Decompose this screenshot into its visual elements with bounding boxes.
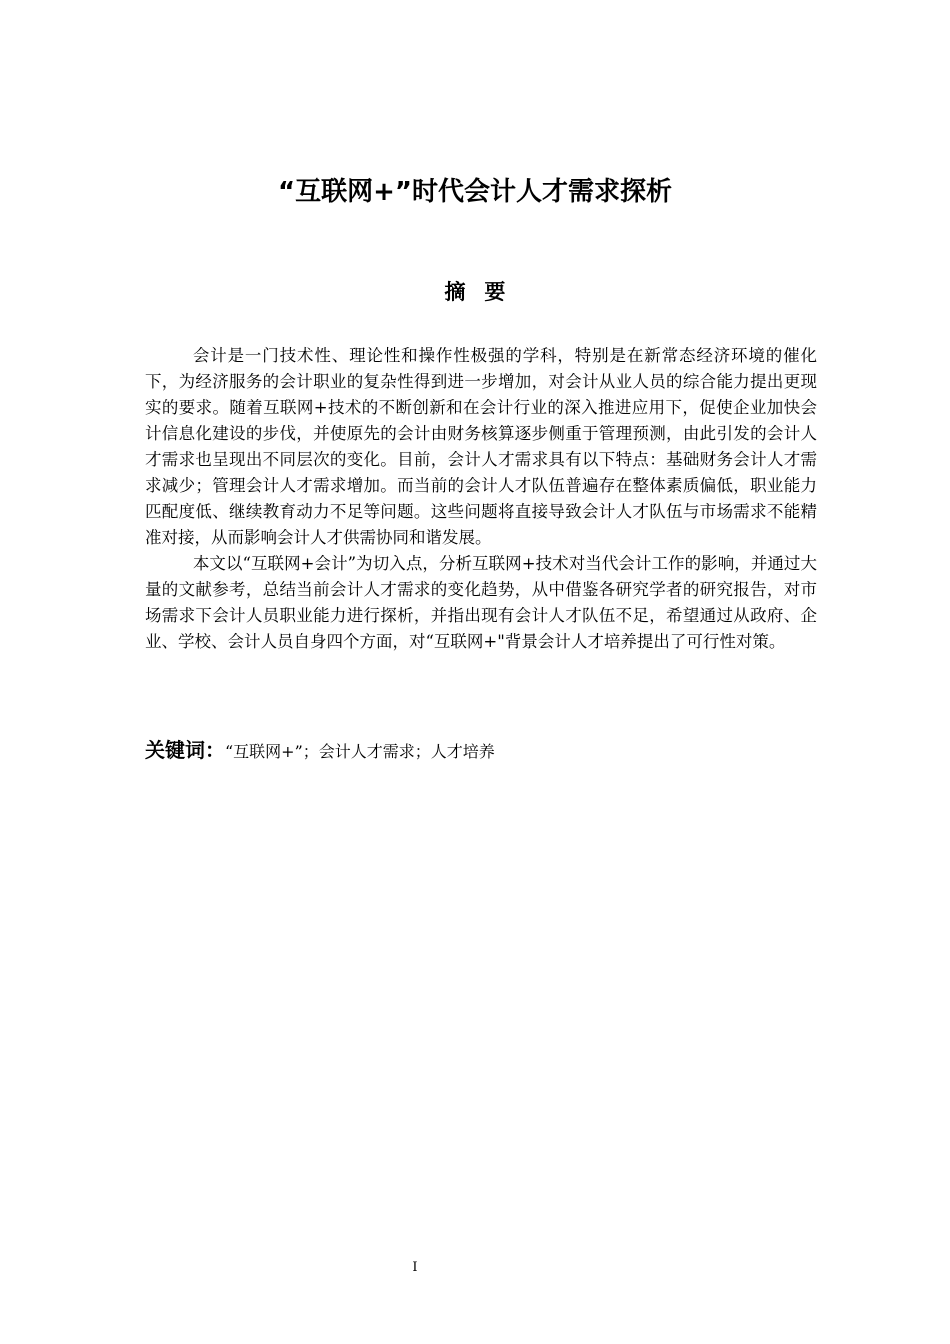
keywords-label: 关键词：: [145, 738, 225, 762]
abstract-paragraph-1: 会计是一门技术性、理论性和操作性极强的学科，特别是在新常态经济环境的催化下，为经济服务的会计职业的复杂性得到进一步增加，对会计从业人员的综合能力提出更现实的要求。随着互联网+技术的不断创新和在会计行业的深入推进应用下，促使企业加快会计信息化建设的步伐，并使原先的会计由财务核算逐步侧重于管理预测，由此引发的会计人才需求也呈现出不同层次的变化。目前，会计人才需求具有以下特点：基础财务会计人才需求减少；管理会计人才需求增加。而当前的会计人才队伍普遍存在整体素质偏低，职业能力匹配度低、继续教育动力不足等问题。这些问题将直接导致会计人才队伍与市场需求不能精准对接，从而影响会计人才供需协同和谐发展。: [145, 346, 817, 547]
abstract-heading: 摘要: [444, 280, 525, 304]
keywords-line: [145, 735, 817, 767]
abstract-body: [145, 343, 817, 655]
abstract-paragraph-2: 本文以“互联网+会计”为切入点，分析互联网+技术对当代会计工作的影响，并通过大量的文献参考，总结当前会计人才需求的变化趋势，从中借鉴各研究学者的研究报告，对市场需求下会计人员职业能力进行探析，并指出现有会计人才队伍不足，希望通过从政府、企业、学校、会计人员自身四个方面，对“互联网+"背景会计人才培养提出了可行性对策。: [145, 554, 817, 651]
paper-title: “互联网+”时代会计人才需求探析: [278, 177, 672, 207]
keywords-values: “互联网+”；会计人才需求；人才培养: [225, 742, 495, 761]
page-number: I: [412, 1260, 418, 1275]
